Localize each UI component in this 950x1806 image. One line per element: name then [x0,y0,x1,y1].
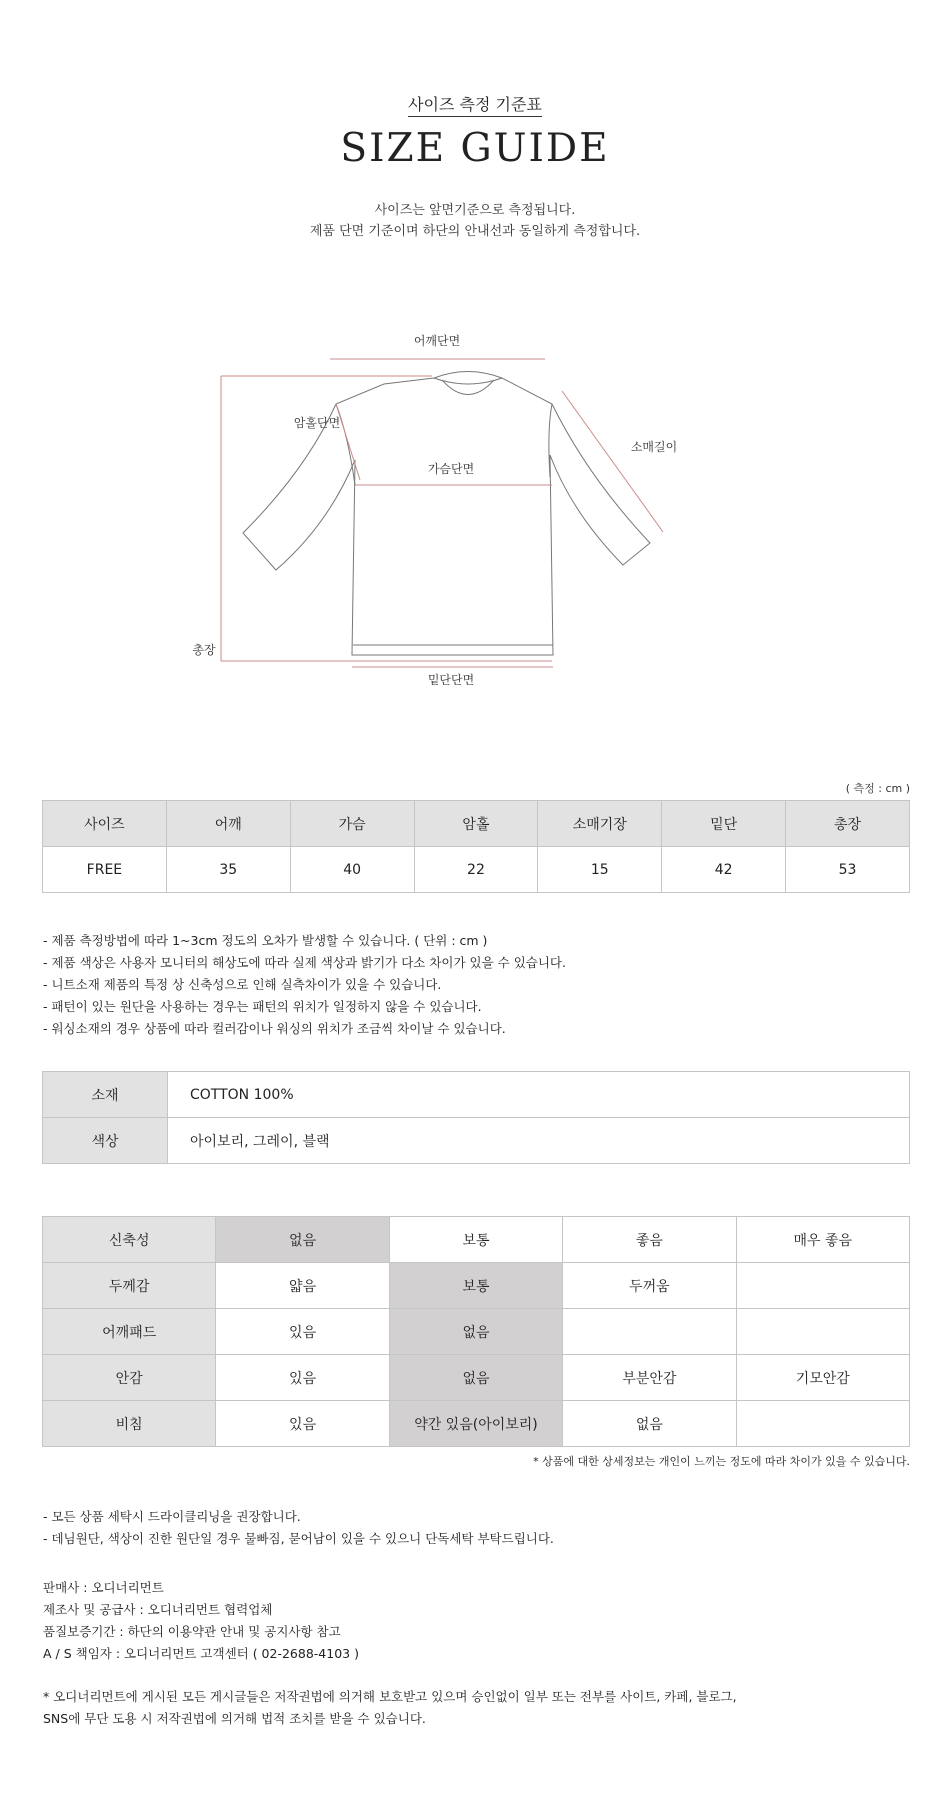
feature-cell: 없음 [389,1355,562,1401]
feature-cell: 얇음 [216,1263,389,1309]
size-cell: FREE [43,847,167,893]
size-cell: 22 [414,847,538,893]
seller-line: 판매사 : 오디너리먼트 [43,1580,164,1595]
size-cell: 35 [166,847,290,893]
label-shoulder: 어깨단면 [413,334,461,348]
size-cell: 40 [290,847,414,893]
feature-row-lining [43,1355,910,1401]
note-line: - 모든 상품 세탁시 드라이클리닝을 권장합니다. [43,1509,301,1524]
feature-cell: 없음 [563,1401,736,1447]
size-guide-title: SIZE GUIDE [340,126,610,171]
kr-title-text: 사이즈 측정 기준표 [408,95,542,117]
sleeve-line [562,391,663,532]
feature-cell [736,1401,909,1447]
feature-cell [736,1263,909,1309]
feature-cell [736,1309,909,1355]
washing-notes [43,1506,554,1550]
feature-cell: 두꺼움 [563,1263,736,1309]
note-line: - 제품 색상은 사용자 모니터의 해상도에 따라 실제 색상과 밝기가 다소 차이가 있을 수 있습니다. [43,955,566,970]
size-header-cell: 암홀 [414,801,538,847]
note-line: - 데님원단, 색상이 진한 원단일 경우 물빠짐, 묻어남이 있을 수 있으니 단독세탁 부탁드립니다. [43,1531,554,1546]
size-table-row [43,847,910,893]
seller-line: 제조사 및 공급사 : 오디너리먼트 협력업체 [43,1602,273,1617]
seller-line: 품질보증기간 : 하단의 이용약관 안내 및 공지사항 참고 [43,1624,341,1639]
kr-title [0,92,950,115]
note-line: - 패턴이 있는 원단을 사용하는 경우는 패턴의 위치가 일정하지 않을 수 있습니다. [43,999,482,1014]
feature-cell: 없음 [216,1217,389,1263]
feature-cell: 부분안감 [563,1355,736,1401]
size-cell: 53 [786,847,910,893]
intro-line-1: 사이즈는 앞면기준으로 측정됩니다. [374,203,576,218]
feature-cell: 좋음 [563,1217,736,1263]
material-key: 소재 [43,1072,168,1118]
feature-cell: 약간 있음(아이보리) [389,1401,562,1447]
size-cell: 42 [662,847,786,893]
color-key: 색상 [43,1118,168,1164]
feature-row-sheerness [43,1401,910,1447]
measurement-lines [221,359,663,667]
note-line: - 제품 측정방법에 따라 1~3cm 정도의 오차가 발생할 수 있습니다. ( 단위 : cm ) [43,933,488,948]
size-header-cell: 가슴 [290,801,414,847]
note-line: - 워싱소재의 경우 상품에 따라 컬러감이나 워싱의 위치가 조금씩 차이날 수 있습니다. [43,1021,506,1036]
feature-row-shoulder-pad [43,1309,910,1355]
size-table [42,800,910,893]
feature-cell [563,1309,736,1355]
feature-key: 비침 [43,1401,216,1447]
color-value: 아이보리, 그레이, 블랙 [168,1118,910,1164]
label-armhole: 암홀단면 [293,416,341,430]
unit-note: ( 측정 : cm ) [845,782,910,795]
garment-outline [243,372,650,656]
feature-row-thickness [43,1263,910,1309]
note-line: - 니트소재 제품의 특정 상 신축성으로 인해 실측차이가 있을 수 있습니다. [43,977,442,992]
size-header-cell: 총장 [786,801,910,847]
copyright-line: * 오디너리먼트에 게시된 모든 게시글들은 저작권법에 의거해 보호받고 있으며 승인없이 일부 또는 전부를 사이트, 카페, 블로그, [43,1689,737,1704]
measurement-notes [43,930,566,1040]
material-table [42,1071,910,1164]
feature-table [42,1216,910,1447]
feature-cell: 기모안감 [736,1355,909,1401]
size-header-cell: 사이즈 [43,801,167,847]
intro-text [0,200,950,242]
feature-cell: 보통 [389,1217,562,1263]
feature-row-stretch [43,1217,910,1263]
seller-line: A / S 책임자 : 오디너리먼트 고객센터 ( 02-2688-4103 ) [43,1646,359,1661]
size-header-cell: 밑단 [662,801,786,847]
garment-diagram [192,334,720,695]
label-chest: 가슴단면 [427,462,475,476]
feature-cell: 없음 [389,1309,562,1355]
label-hem: 밑단단면 [427,673,475,687]
feature-cell: 보통 [389,1263,562,1309]
material-row [43,1072,910,1118]
copyright-notice [43,1686,737,1730]
size-header-cell: 소매기장 [538,801,662,847]
size-table-header-row [43,801,910,847]
copyright-line: SNS에 무단 도용 시 저작권법에 의거해 법적 조치를 받을 수 있습니다. [43,1711,426,1726]
feature-cell: 있음 [216,1309,389,1355]
size-header-cell: 어깨 [166,801,290,847]
feature-cell: 매우 좋음 [736,1217,909,1263]
label-sleeve: 소매길이 [630,440,678,454]
label-length: 총장 [192,643,216,657]
feature-cell: 있음 [216,1401,389,1447]
size-cell: 15 [538,847,662,893]
feature-key: 안감 [43,1355,216,1401]
seller-info [43,1577,359,1665]
feature-key: 신축성 [43,1217,216,1263]
feature-footnote: * 상품에 대한 상세정보는 개인이 느끼는 정도에 따라 차이가 있을 수 있습니다. [533,1455,910,1468]
feature-key: 두께감 [43,1263,216,1309]
feature-cell: 있음 [216,1355,389,1401]
material-value: COTTON 100% [168,1072,910,1118]
intro-line-2: 제품 단면 기준이며 하단의 안내선과 동일하게 측정합니다. [309,224,641,239]
color-row [43,1118,910,1164]
feature-key: 어깨패드 [43,1309,216,1355]
